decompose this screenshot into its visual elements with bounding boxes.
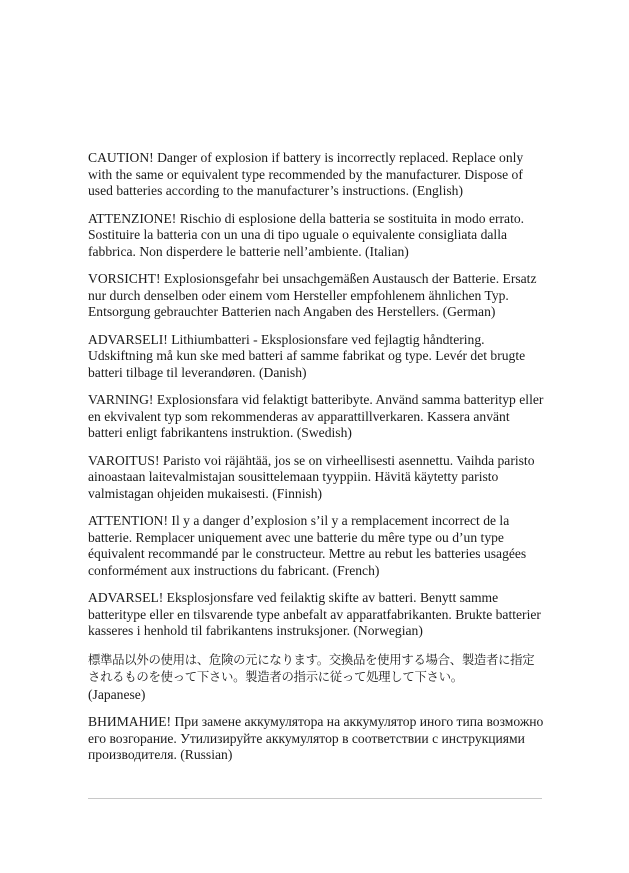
warning-danish: ADVARSELI! Lithiumbatteri - Eksplosionsfare ved fejlagtig håndtering. Udskiftning må kun ske med batteri af samme fabrikat og type. Levér det brugte batteri tilbage til leverandøren. (Danish)	[88, 331, 526, 380]
warning-french: ATTENTION! Il y a danger d’explosion s’il y a remplacement incorrect de la batterie. Remplacer uniquement avec une batterie du mêre type ou d’un type équivalent recommandé par le constructeur. Mettre au rebut les batteries usagées conformément aux instructions du fabricant. (French)	[88, 513, 527, 578]
warning-english: CAUTION! Danger of explosion if battery is incorrectly replaced. Replace only with the same or equivalent type recommended by the manufacturer. Dispose of used batteries according to the manufacturer’s instructions. (English)	[88, 150, 524, 198]
battery-warnings	[88, 150, 544, 775]
warning-norwegian: ADVARSEL! Eksplosjonsfare ved feilaktig skifte av batteri. Benytt samme batteritype eller en tilsvarende type anbefalt av apparatfabrikanten. Brukte batterier kasseres i henhold til fabrikantens instruksjoner. (Norwegian)	[88, 590, 541, 638]
warning-russian: ВНИМАНИЕ! При замене аккумулятора на аккумулятор иного типа возможно его возгорание. Утилизируйте аккумулятор в соответствии с инструкциями производителя. (Russian)	[88, 714, 544, 762]
warning-japanese-language: (Japanese)	[88, 686, 146, 702]
warning-italian: ATTENZIONE! Rischio di esplosione della batteria se sostituita in modo errato. Sostituire la batteria con un una di tipo uguale o equivalente consigliata dalla fabbrica. Non disperdere le batterie nell’ambiente. (Italian)	[88, 210, 525, 259]
warning-japanese	[88, 651, 544, 704]
warning-swedish: VARNING! Explosionsfara vid felaktigt batteribyte. Använd samma batterityp eller en ekvivalent typ som rekommenderas av apparattillverkaren. Kassera använt batteri enligt fabrikantens instruktion. (Swedish)	[88, 392, 544, 440]
warning-finnish: VAROITUS! Paristo voi räjähtää, jos se on virheellisesti asennettu. Vaihda paristo ainoastaan laitevalmistajan sousittelemaan tyyppiin. Hävitä käytetty paristo valmistagan ohjeiden mukaisesti. (Finnish)	[88, 452, 535, 501]
bottom-divider	[88, 798, 542, 799]
warning-german: VORSICHT! Explosionsgefahr bei unsachgemäßen Austausch der Batterie. Ersatz nur durch denselben oder einem vom Hersteller empfohlenem ähnlichen Typ. Entsorgung gebrauchter Batterien nach Angaben des Herstellers. (German)	[88, 271, 537, 319]
warning-japanese-text: 標準品以外の使用は、危険の元になります。交換品を使用する場合、製造者に指定されるものを使って下さい。製造者の指示に従って処理して下さい。	[88, 651, 535, 684]
